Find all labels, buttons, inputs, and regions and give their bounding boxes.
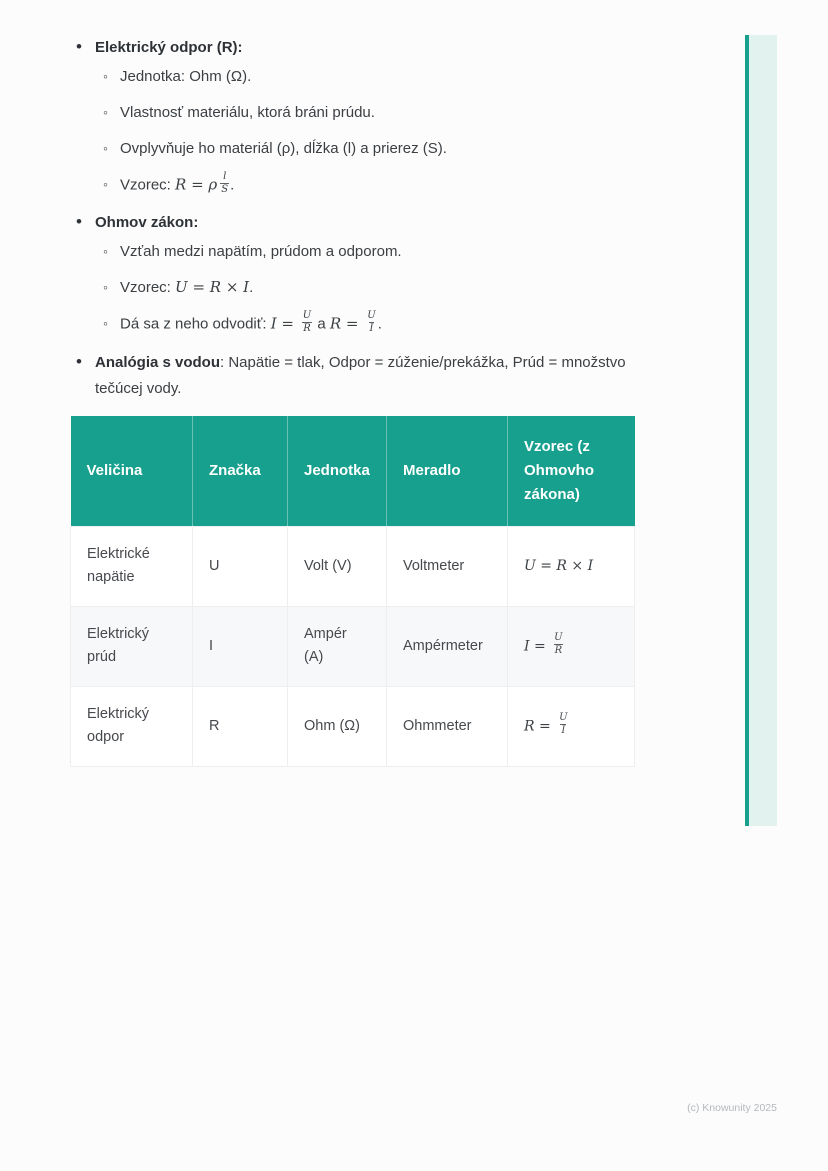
fraction bbox=[366, 310, 376, 335]
formula-text: R = bbox=[329, 314, 364, 333]
circle-bullet-icon bbox=[103, 276, 108, 299]
fraction-numerator: U bbox=[559, 711, 568, 723]
sub-item-text: Vzorec: bbox=[120, 279, 176, 296]
table-header-jednotka: Jednotka bbox=[288, 416, 387, 526]
bullet-icon bbox=[76, 35, 82, 59]
list-item-title: Elektrický odpor (R) bbox=[95, 39, 238, 56]
fraction-denominator: S bbox=[221, 184, 229, 195]
fraction-denominator: R bbox=[303, 323, 311, 334]
table-cell-meter: Voltmeter bbox=[387, 526, 508, 606]
list-item-separator: : bbox=[237, 39, 243, 56]
sub-list bbox=[70, 65, 634, 198]
sub-list-item-formula bbox=[70, 276, 634, 299]
circle-bullet-icon bbox=[103, 312, 108, 335]
sub-item-text: Vzťah medzi napätím, prúdom a odporom. bbox=[120, 243, 402, 260]
sub-list-item bbox=[70, 65, 634, 88]
sub-item-text: Dá sa z neho odvodiť: bbox=[120, 315, 271, 333]
fraction bbox=[220, 171, 229, 196]
table-row-odpor bbox=[71, 686, 635, 766]
circle-bullet-icon bbox=[103, 101, 108, 124]
formula-text: I = bbox=[270, 314, 299, 333]
bullet-icon bbox=[76, 210, 82, 234]
table-cell-unit: Ampér (A) bbox=[288, 606, 387, 686]
list-item-elektricky-odpor bbox=[70, 36, 634, 59]
quantities-table bbox=[70, 416, 635, 767]
fraction-numerator: U bbox=[302, 310, 312, 321]
sub-item-text: Ovplyvňuje ho materiál (ρ), dĺžka (l) a prierez (S). bbox=[120, 140, 447, 157]
circle-bullet-icon bbox=[103, 137, 108, 160]
table-header-znacka: Značka bbox=[193, 416, 288, 526]
fraction bbox=[558, 712, 568, 737]
fraction-denominator: I bbox=[561, 724, 566, 736]
sub-list-item bbox=[70, 240, 634, 263]
circle-bullet-icon bbox=[103, 65, 108, 88]
table-cell-quantity: Elektrický prúd bbox=[71, 606, 193, 686]
formula-text: U = R × I bbox=[524, 557, 594, 574]
sub-item-text: Vlastnosť materiálu, ktorá bráni prúdu. bbox=[120, 104, 375, 121]
formula-text: R = ρ bbox=[175, 175, 218, 194]
fraction-denominator: I bbox=[369, 323, 374, 334]
sub-item-text: a bbox=[313, 315, 330, 333]
list-item-title: Ohmov zákon bbox=[95, 214, 194, 231]
table-cell-formula bbox=[508, 686, 635, 766]
sub-item-text: Vzorec: bbox=[120, 176, 176, 194]
formula-text: I = bbox=[524, 637, 551, 654]
fraction-denominator: R bbox=[554, 644, 563, 656]
formula-text: U = R × I bbox=[175, 278, 250, 296]
list-item-title: Analógia s vodou bbox=[95, 354, 221, 371]
table-header-velicina: Veličina bbox=[71, 416, 193, 526]
list-item-ohmov-zakon bbox=[70, 211, 634, 234]
table-cell-symbol: U bbox=[193, 526, 288, 606]
table-row-prud bbox=[71, 606, 635, 686]
notes-content bbox=[70, 36, 634, 767]
list-item-separator: : bbox=[193, 214, 199, 231]
sub-list-item-formula bbox=[70, 312, 634, 337]
list-item-analogia bbox=[70, 350, 634, 402]
sub-item-text: Jednotka: Ohm (Ω). bbox=[120, 68, 252, 85]
table-row-napatie bbox=[71, 526, 635, 606]
sub-list-item bbox=[70, 137, 634, 160]
sub-list bbox=[70, 240, 634, 337]
bullet-icon bbox=[76, 349, 82, 376]
sub-item-text: . bbox=[377, 315, 382, 333]
formula-text: R = bbox=[524, 717, 556, 734]
table-header-row bbox=[71, 416, 635, 526]
table-cell-formula bbox=[508, 526, 635, 606]
table-cell-quantity: Elektrický odpor bbox=[71, 686, 193, 766]
copyright-text: (c) Knowunity 2025 bbox=[687, 1102, 777, 1114]
sub-list-item-formula bbox=[70, 173, 634, 198]
table-cell-quantity: Elektrické napätie bbox=[71, 526, 193, 606]
table-cell-unit: Ohm (Ω) bbox=[288, 686, 387, 766]
table-cell-meter: Ohmmeter bbox=[387, 686, 508, 766]
sub-item-text: . bbox=[249, 279, 254, 296]
table-cell-unit: Volt (V) bbox=[288, 526, 387, 606]
fraction-numerator: U bbox=[367, 310, 376, 321]
sub-list-item bbox=[70, 101, 634, 124]
side-accent-strip bbox=[749, 35, 777, 826]
table-cell-symbol: I bbox=[193, 606, 288, 686]
sub-item-text: . bbox=[230, 176, 235, 194]
fraction bbox=[302, 310, 312, 335]
table-cell-symbol: R bbox=[193, 686, 288, 766]
fraction-numerator: U bbox=[554, 631, 563, 643]
fraction bbox=[553, 632, 563, 657]
table-header-meradlo: Meradlo bbox=[387, 416, 508, 526]
notes-list bbox=[70, 36, 634, 402]
table-cell-formula bbox=[508, 606, 635, 686]
fraction-numerator: l bbox=[223, 171, 227, 182]
circle-bullet-icon bbox=[103, 173, 108, 196]
table-header-vzorec: Vzorec (z Ohmovho zákona) bbox=[508, 416, 635, 526]
table-cell-meter: Ampérmeter bbox=[387, 606, 508, 686]
list-item-text: : Napätie = tlak, Odpor = zúženie/prekážka, Prúd = množstvo tečúcej vody. bbox=[95, 354, 626, 397]
circle-bullet-icon bbox=[103, 240, 108, 263]
